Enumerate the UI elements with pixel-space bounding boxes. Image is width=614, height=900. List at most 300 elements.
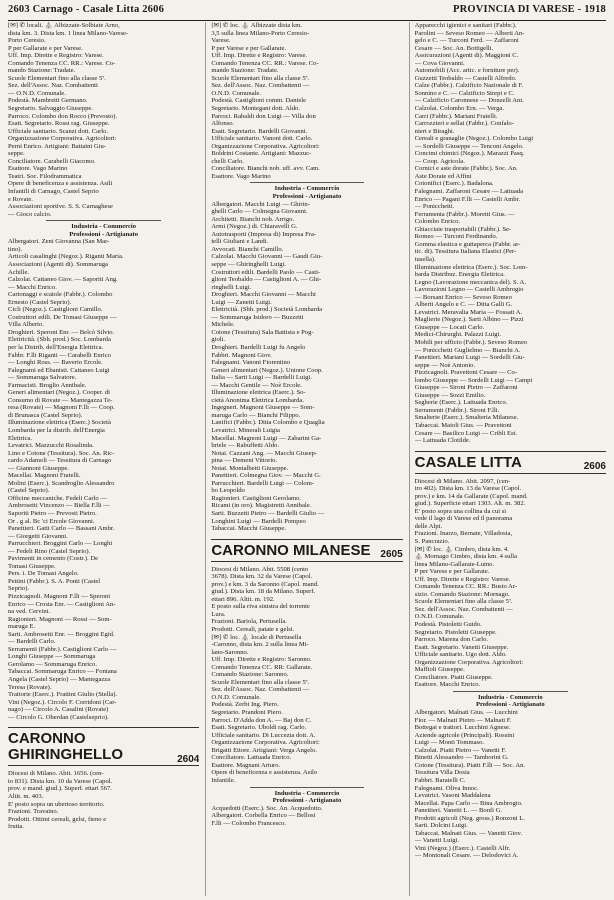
- text-line: Giuseppe — Locati Carlo.: [414, 323, 485, 331]
- text-line: Droghieri. Speroni Enr. — Belcò Silvio.: [8, 328, 115, 336]
- column-2: [205, 22, 402, 896]
- text-line: O.N.D. Comunale.: [211, 89, 261, 97]
- text-line: Diocesi di Milano. Abit. 2097, (cen-: [414, 477, 511, 485]
- text-line: Serramenti (Fabbr.). Castiglioni Carlo —: [8, 645, 117, 653]
- text-line: P per Gallarate e per Varese.: [8, 44, 83, 52]
- page-header: [8, 4, 606, 21]
- text-line: Avvocati. Bianchi Camillo.: [211, 245, 284, 253]
- text-line: 3678). Dista km. 32 da Varese (Capol.: [211, 573, 313, 581]
- text-line: Carrozzieri e sellai (Fabbr.). Confalo-: [414, 120, 514, 128]
- text-line: Elettrica.: [8, 434, 32, 442]
- text-line: Parolini — Seveso Romeo — Alberti An-: [414, 29, 525, 37]
- text-line: Carri (Fabbr.). Mariani Fratelli.: [414, 112, 498, 120]
- text-line: Infantile.: [211, 776, 236, 784]
- text-line: [✉] ✆ loc. ⛪ Albizzate dista km.: [211, 22, 302, 29]
- text-line: Falegnami ed Ebanisti. Cattaneo Luigi: [8, 366, 110, 374]
- text-line: — Lattuada Clotilde.: [414, 437, 471, 445]
- text-line: Organizzazione Corporativa. Agricoltori:: [211, 142, 320, 150]
- text-line: Teatri. Soc. Filodrammatica: [8, 172, 82, 180]
- text-line: E' posto sopra un ubertoso territorio.: [8, 800, 105, 808]
- text-line: Apparecchi igienici e sanitari (Fabbr.).: [414, 22, 517, 29]
- text-line: Conciliatore. Carabelli Giacomo.: [8, 157, 96, 165]
- text-line: Fabbr. F.lli Riganti — Carabelli Enrico: [8, 351, 111, 359]
- text-line: Panettieri. Colmegna Giov. — Macchi G.: [211, 472, 321, 480]
- text-line: briele — Rabuffetti Aldo.: [211, 442, 279, 450]
- text-line: pina — Demeni Vittorio.: [211, 457, 278, 465]
- text-line: Villa Alberto.: [8, 321, 44, 329]
- text-line: Legno (Lavorazione meccanica del). S. A.: [414, 278, 526, 286]
- text-line: Macellai. Magnoni Luigi — Zabarini Ga-: [211, 434, 322, 442]
- columns: [8, 22, 606, 896]
- text-line: Ufficiale sanitario. Ugo dott. Aldo.: [414, 651, 507, 659]
- text-line: E' posto sopra una collina da cui si: [414, 507, 507, 515]
- text-line: Falegnami. Vanoni Fiorentino: [211, 359, 291, 367]
- text-line: Scuole Elementari fino alla classe 5ª.: [8, 74, 106, 82]
- text-line: Alberti Angelo e C. — Ditta Galli G.: [414, 301, 513, 309]
- text-line: Albergatori. Zeni Giovanna (San Mar-: [8, 238, 110, 246]
- text-line: tro 402). Dista km. 13 da Varese (Capol.: [414, 485, 522, 493]
- text-line: Podestà. Pistoletti Guido.: [414, 621, 482, 629]
- text-line: Trattorie (Eserc.). Frattini Giulio (Stella).: [8, 691, 118, 699]
- text-line: Luigi — Zanetti Luigi.: [211, 298, 272, 306]
- text-line: Gerolamo — Sommaruga Enrico.: [8, 660, 97, 668]
- text-line: Prodotti. Cereali, patate e gelsi.: [211, 626, 295, 634]
- text-line: Parroco. Colombo don Rocco (Prevosto).: [8, 112, 118, 120]
- text-line: Calzolai. Macchi Giovanni — Gaudi Giu-: [211, 253, 323, 261]
- text-line: Guzzetti Teobaldo — Castelli Alfredo.: [414, 74, 517, 82]
- text-line: — Borsani Enrico — Seveso Romeo: [414, 293, 512, 301]
- commune-number: 2605: [380, 549, 403, 561]
- text-line: Michele.: [211, 321, 235, 329]
- text-line: dista km. 3. Dista km. 1 linea Milano-Varese-: [8, 29, 129, 37]
- text-line: Tabaccai. Maioli Gius. — Pravettoni: [414, 421, 512, 429]
- text-line: Sez. dell'Assoc. Naz. Combattenti: [8, 82, 98, 90]
- text-line: Parroci. D'Adda don A. — Baj don C.: [211, 716, 312, 724]
- text-line: vede il lago di Varese ed il panorama: [414, 515, 513, 523]
- text-line: Prodotti. Ottimi cereali, gelsi, fieno e: [8, 815, 107, 823]
- text-line: Ingegneri. Magnoni Giuseppe — Som-: [211, 404, 315, 412]
- text-line: Opere di beneficenza e assistenza. Asili: [8, 180, 113, 188]
- text-line: Esatt. Segretario. Uboldi rag. Carlo.: [211, 724, 307, 732]
- text-line: Industria - Commercio: [71, 223, 137, 231]
- text-line: Prodotti agricoli (Neg. gross.) Ronzoni L.: [414, 814, 525, 822]
- text-line: Albergatori. Macchi Luigi — Ghirin-: [211, 200, 310, 208]
- text-line: Uff. Imp. Dirette e Registro: Varese.: [8, 52, 104, 60]
- text-line: Scuole Elementari fino alla classe 5ª.: [211, 74, 310, 82]
- text-line: — Calzificio Caronnese — Donzelli Ant.: [414, 97, 524, 105]
- text-line: Longhi Giuseppe — Sommaruga: [8, 653, 96, 661]
- text-line: Tabaccai. Macchi Giuseppe.: [211, 525, 286, 533]
- text-line: Giuseppe — Sozzi Emilio.: [414, 391, 486, 399]
- text-line: Podestà. Zerbi Ing. Piero.: [211, 701, 279, 709]
- text-line: -Caronno, dista km. 2 sulla linea Mi-: [211, 641, 309, 649]
- text-line: prov.) e km. 3 da Saronno (Capol. mand.: [211, 580, 319, 588]
- text-line: Cartonaggi e scatole (Fabbr.). Colombo: [8, 291, 113, 299]
- text-line: Tabaccai. Sommaruga Enrico — Fontana: [8, 668, 117, 676]
- text-line: resa (Rovate) — Magnoni F.lli — Coop.: [8, 404, 115, 412]
- text-line: Porto Ceresio.: [8, 37, 46, 45]
- divider: [46, 220, 161, 221]
- text-line: Sez. dell'Assoc. Naz. Combattenti —: [211, 82, 310, 90]
- text-line: Cicli (Negoz.). Castiglioni Camillo.: [8, 306, 103, 314]
- text-line: mando Stazione: Tradate.: [211, 67, 279, 75]
- text-line: Conciliatore. Piatti Giuseppe.: [414, 673, 493, 681]
- text-line: Vini (Negoz.). Circolo F. Corridoni (Car-: [8, 698, 117, 706]
- text-line: Levatrici. Minerali Luigia: [211, 426, 280, 434]
- text-line: Droghieri. Macchi Giovanni — Macchi: [211, 291, 316, 299]
- divider: [250, 182, 365, 183]
- text-line: ⛪ Mornago Cimbro, dista km. 4 sulla: [414, 553, 518, 561]
- text-line: Brigatti Ettore. Artigiani: Verga Angelo.: [211, 746, 317, 754]
- text-line: cietà Anonima Elettrica Lombarda.: [211, 396, 304, 404]
- text-line: Parroco. Marena don Carlo.: [414, 636, 489, 644]
- text-line: Ferramenta (Fabbr.). Moretti Gius. —: [414, 210, 515, 218]
- text-line: Calzolai. Piatti Pietro — Vanetti F.: [414, 746, 507, 754]
- text-line: Panettieri. Mariani Luigi — Sordelli Giu-: [414, 354, 525, 362]
- text-line: Levatrici. Vasoni Maddalena: [414, 792, 491, 800]
- text-line: tic. di). Tessitura Italiana Elastici (Per-: [414, 248, 517, 256]
- text-line: — Ponicchetti.: [414, 203, 455, 211]
- text-line: lano-Saronno.: [211, 648, 249, 656]
- text-line: Teresa (Rovate).: [8, 683, 52, 691]
- text-line: Boldrini Costante. Artigiani: Mazzuc-: [211, 150, 312, 158]
- text-line: 3,5 sulla linea Milano-Porto Ceresio-: [211, 29, 310, 37]
- text-line: Uff. Imp. Dirette e Registro: Varese.: [414, 575, 511, 583]
- text-line: maruga Carlo — Bianchi Filippo.: [211, 411, 301, 419]
- text-line: lombo Giuseppe — Sordelli Luigi — Campi: [414, 376, 533, 384]
- text-line: Panettieri. Vanetti L. — Bonfi G.: [414, 807, 503, 815]
- text-line: Tessitura Villa Dosia: [414, 769, 470, 777]
- text-line: Ragionieri. Magnoni — Rossi — Som-: [8, 615, 112, 623]
- text-line: Costruttori edili. Bardelli Paolo — Casti-: [211, 268, 321, 276]
- text-line: Lino e Cotone (Tessitura). Soc. An. Ric-: [8, 449, 115, 457]
- text-line: di Brunasca (Castel Seprio).: [8, 411, 83, 419]
- text-line: Professioni - Artigianato: [69, 230, 139, 238]
- text-line: Mobili per ufficio (Fabbr.). Seveso Romeo: [414, 338, 528, 346]
- text-line: Concimi chimici (Negoz.). Marazzi Pasq.: [414, 150, 525, 158]
- text-line: Pettini (Fabbr.). S. A. Ponti (Castel: [8, 577, 101, 585]
- text-line: Gomma elastica e guttaperca (Fabbr. ar-: [414, 240, 521, 248]
- text-line: Fabbri. Baratelli C.: [414, 776, 466, 784]
- text-line: Esattore. Magnani Arturo.: [211, 761, 281, 769]
- text-line: Conciliatore. Lattuada Enrico.: [211, 754, 292, 762]
- text-line: Pizzicagnoli. Magnoni F.lli — Speroni: [8, 593, 111, 601]
- text-line: — Giorgetti Giovanni.: [8, 532, 68, 540]
- column-3: [409, 22, 606, 896]
- text-line: Professioni - Artigianato: [272, 193, 342, 201]
- text-line: Sez. dell'Assoc. Naz. Combattenti —: [414, 605, 513, 613]
- text-line: Longhini Luigi — Bardelli Pompeo: [211, 517, 306, 525]
- text-line: Maffioli Giuseppe.: [414, 666, 465, 674]
- text-line: Ricami (in oro). Magistretti Annibale.: [211, 502, 312, 510]
- text-line: Smalterie (Eserc.). Smalteria Milanese.: [414, 414, 519, 422]
- text-line: Falegnami. Oliva Innoc.: [414, 784, 479, 792]
- text-line: — Bardelli Carlo.: [8, 638, 56, 646]
- divider: [250, 787, 365, 788]
- text-line: Professioni - Artigianato: [272, 797, 342, 805]
- text-line: Podestà. Castiglioni comm. Daniele: [211, 97, 307, 105]
- text-line: gioli.: [211, 336, 226, 344]
- text-line: Comando Tenenza CC. RR.: Busto Ar-: [414, 583, 518, 591]
- text-line: Officine meccaniche. Fedeli Carlo —: [8, 494, 107, 502]
- text-line: seppe — Ghiringhelli Luigi.: [211, 260, 287, 268]
- text-line: Or . g al. Bc 'ci Ercole Giovanni.: [8, 517, 95, 525]
- text-line: Segretario. Prandoni Piero.: [211, 709, 283, 717]
- text-line: Esatt. Segretario. Bardelli Giovanni.: [211, 127, 308, 135]
- text-line: Macellai. Magnoni Fratelli.: [8, 472, 81, 480]
- text-line: Fabbri. Magnoni Giov.: [211, 351, 272, 359]
- text-line: gelo e C. — Turconi Ferd. — Zaffaroni: [414, 37, 519, 45]
- text-line: Tomasi Giuseppe.: [8, 562, 56, 570]
- text-line: Albergatori. Corbella Enrico — Bellosi: [211, 812, 316, 820]
- text-line: Scuole Elementari fino alla classe 5ª.: [211, 678, 310, 686]
- text-line: — Ponicchetti Guglielmo — Bianchi A.: [414, 346, 521, 354]
- text-line: prov.) e km. 14 da Gallarate (Capol. mand.: [414, 492, 528, 500]
- text-line: Automobili (Acc. artic. e forniture per).: [414, 67, 520, 75]
- text-line: Organizzazione Corporativa. Agricoltori:: [414, 658, 524, 666]
- text-line: cardo Adamoli — Tessitura di Carnago: [8, 457, 112, 465]
- text-line: — Sommaruga Isidoro — Buzzetti: [211, 313, 304, 321]
- text-line: Alfonso.: [211, 120, 235, 128]
- text-line: P per Varese e per Gallarate.: [211, 44, 287, 52]
- commune-name: CASALE LITTA: [414, 453, 522, 471]
- commune-name: CARONNO MILANESE: [211, 541, 371, 559]
- text-line: Parroci. Rabaldi don Luigi — Villa don: [211, 112, 316, 120]
- text-line: Cereali e granaglie (Negoz.). Colombo Luigi: [414, 135, 534, 143]
- text-line: e Rovate.: [8, 195, 33, 203]
- text-line: Romeo — Turconi Ferdinando.: [414, 233, 498, 241]
- text-line: — Sommaruga Salvatore.: [8, 374, 77, 382]
- text-line: Ghiacciaie trasportabili (Fabbr.). Se-: [414, 225, 512, 233]
- text-line: Professioni - Artigianato: [475, 701, 545, 709]
- text-line: Serramenti (Fabbr.). Sironi F.lli.: [414, 406, 500, 414]
- text-line: Sarti. Dolcini Luigi.: [414, 822, 468, 830]
- text-line: linea Milano-Gallarate-Luino.: [414, 560, 495, 568]
- text-line: barda Distribuz. Energia Elettrica.: [414, 271, 505, 279]
- text-line: Enrico — Pagani F.lli — Castelli Ambr.: [414, 195, 520, 203]
- text-line: Elettricità. (Sbh. prod.) Soc. Lombarda: [8, 336, 111, 344]
- text-line: Lombarda per la distrib. dell'Energia: [8, 426, 105, 434]
- text-line: S. Pancrazio.: [414, 538, 450, 545]
- divider: [453, 691, 568, 692]
- text-line: Tabaccai. Malnati Gius. — Vanetti Giov.: [414, 829, 523, 837]
- text-line: Lura.: [211, 610, 226, 618]
- text-line: Sez. dell'Assoc. Naz. Combattenti —: [211, 686, 310, 694]
- text-line: Aste Dorate ed Affini: [414, 172, 472, 180]
- text-line: [✉] ✆ locali. ⛪ Albizzate-Solbiate Arno,: [8, 22, 120, 29]
- text-line: Cesare — Soc. An. Bottigelli.: [414, 44, 494, 52]
- text-line: Conciliatore. Bianchi nob. uff. avv. Cam.: [211, 165, 320, 173]
- text-line: Levatrici. Meravalia Maria — Fossati A.: [414, 308, 523, 316]
- text-line: [✉] ✆ loc. ⛪ Cimbro, dista km. 4.: [414, 545, 509, 553]
- text-line: O.N.D. Comunale.: [211, 693, 261, 701]
- text-line: Italia — Sarti Luigi — Bardelli Luigi.: [211, 374, 312, 382]
- text-line: giud.). Dista km. 18 da Milano. Superf.: [211, 588, 316, 596]
- text-line: prov. e mand. giud.). Superf. ettari 567.: [8, 785, 112, 793]
- text-line: Opere di beneficenza e assistenza. Asilo: [211, 769, 318, 777]
- text-line: per la Distrib. dell'Energia Elettrica.: [8, 343, 104, 351]
- text-line: — Cova Giovanni.: [414, 59, 465, 67]
- text-line: Calzolai. Colombo Ern. — Verga.: [414, 105, 504, 113]
- text-line: Lanifici (Fabbr.). Ditta Colombo e Quaglia: [211, 419, 325, 427]
- text-line: Cesare — Basilico Luigi — Cribli Est.: [414, 429, 518, 437]
- text-line: Articoli casalinghi (Negoz.). Riganti Maria.: [8, 253, 124, 261]
- text-line: maruga E.: [8, 623, 36, 631]
- text-line: Elettricità. (Sbh. prod.) Società Lombarda: [211, 306, 323, 314]
- text-line: Scuole Elementari fino alla classe 5ª.: [414, 598, 513, 606]
- text-line: F.lli — Colombo Francesco.: [211, 819, 287, 827]
- text-line: Industria - Commercio: [477, 693, 543, 701]
- text-line: — Fedeli Rino (Castel Seprio).: [8, 547, 91, 555]
- text-line: Pizzicagnoli. Pravettoni Cesare — Co-: [414, 369, 518, 377]
- text-line: Droghieri. Bardelli Luigi fu Angelo: [211, 343, 306, 351]
- text-line: Macellai. Papa Carlo — Bina Ambrogio.: [414, 799, 523, 807]
- text-line: Parrucchieri. Bardelli Luigi — Colom-: [211, 479, 315, 487]
- text-line: mando Stazione: Tradate.: [8, 67, 76, 75]
- text-line: delle Alpi.: [414, 522, 443, 530]
- text-line: Vini (Negoz.) (Eserc.). Castelli Alfr.: [414, 844, 511, 852]
- text-line: Organizzazione Corporativa. Agricoltori:: [8, 135, 117, 143]
- text-line: Ambrosetti Vincenzo — Biella F.lli —: [8, 502, 110, 510]
- text-line: Illuminazione elettrica (Eserc.). Soc. Lom-: [414, 263, 528, 271]
- text-line: — Macchi Enrico.: [8, 283, 57, 291]
- text-line: Assicurazioni (Agenti di). Maggioni C.: [414, 52, 519, 60]
- text-line: nieri e Biraghi.: [414, 127, 455, 135]
- text-line: — O.N.D. Comunale.: [8, 89, 66, 97]
- text-line: Cotonifici (Eserc.). Badalona.: [414, 180, 494, 188]
- text-line: — Longhi Ross. — Baverio Ercole.: [8, 359, 103, 367]
- commune-name: CARONNO GHIRINGHELLO: [8, 730, 123, 764]
- text-line: Consumo di Rovate — Mantegazza Te-: [8, 396, 113, 404]
- text-line: Comando Tenenza CC. RR: Gallarate.: [211, 663, 313, 671]
- text-line: E posto sulla riva sinistra del torrente: [211, 603, 310, 611]
- text-line: Seprio).: [8, 585, 30, 593]
- text-line: Calzolai. Cattaneo Giov. — Saporiti Ang.: [8, 276, 118, 284]
- commune-title: [415, 451, 606, 474]
- text-line: [✉] ✆ loc. ⛪ locale di Pertusella: [211, 633, 302, 641]
- text-line: Acquedotti (Eserc.). Soc. An. Acquedotto.: [211, 804, 323, 812]
- text-line: Molini (Eserc.). Scandroglio Alessandro: [8, 479, 115, 487]
- text-line: Ernesto (Castel Seprio).: [8, 298, 72, 306]
- text-line: Panettieri. Gatti Carlo — Bassani Ambr.: [8, 525, 115, 533]
- text-line: Infantili di Carnago, Castel Seprio: [8, 188, 99, 196]
- text-line: Bottegai e trattori. Lucchini Agnese.: [414, 724, 511, 732]
- text-line: Saporiti Pietro — Prevosti Pietro.: [8, 510, 97, 517]
- text-line: Ragionieri. Castiglioni Gerolamo.: [211, 494, 302, 502]
- text-line: Segretario. Montegani dott. Aldo.: [211, 105, 300, 113]
- text-line: Uff. Imp. Dirette e Registro: Varese.: [211, 52, 308, 60]
- text-line: Ufficiale sanitario. Di Luccezia dott. A.: [211, 731, 316, 739]
- text-line: Aziende agricole (Principali). Rossini: [414, 731, 515, 739]
- text-line: Associazioni sportive. S. S. Carnaghese: [8, 203, 113, 211]
- text-line: Esatt. Segretario. Vanetti Giuseppe.: [414, 643, 509, 651]
- text-line: Segretario. Pistoletti Giuseppe.: [414, 628, 497, 636]
- text-line: Autotrasporti (Impresa di) Impresa Fra-: [211, 230, 317, 238]
- text-line: seppe.: [8, 150, 25, 158]
- text-line: Notai. Montalbetti Giuseppe.: [211, 464, 289, 472]
- header-right: PROVINCIA DI VARESE - 1918: [452, 4, 606, 15]
- text-line: ringhelli Luigi.: [211, 283, 252, 291]
- text-line: Armi (Negoz.) di. Chiaravelli G.: [211, 223, 298, 231]
- text-line: Cotone (Tessitura) Sala Battista e Pog-: [211, 328, 314, 336]
- text-line: — Montonali Cesare. — Delodovici A.: [414, 852, 519, 860]
- text-line: Esatt. Segretario. Rossi rag. Giuseppe.: [8, 120, 110, 128]
- text-line: Sarti. Ambrosetti Enr. — Broggini Egid.: [8, 630, 115, 638]
- text-line: frutta.: [8, 823, 24, 831]
- text-line: O.N.D. Comunale.: [414, 613, 465, 621]
- text-line: Illuminazione elettrica (Eserc.). So-: [211, 389, 306, 397]
- text-line: (Castel Seprio).: [8, 487, 50, 495]
- text-line: Fior. — Malnati Pietro — Malnati F.: [414, 716, 512, 724]
- text-line: Segherie (Eserc.). Lattuada Enrico.: [414, 399, 508, 407]
- text-line: Falegnami. Zaffaroni Cesare — Lattuada: [414, 188, 524, 196]
- text-line: Industria - Commercio: [274, 789, 340, 797]
- text-line: Sonnino e C. — Calzificio Strepi e C.: [414, 89, 515, 97]
- commune-number: 2604: [177, 753, 200, 765]
- text-line: sizio. Comando Stazione: Mornago.: [414, 590, 510, 598]
- text-line: — Macchi Gentile — Noè Ercole.: [211, 381, 302, 389]
- text-line: seppe — Noè Antonio.: [414, 361, 476, 369]
- text-line: — Coop. Agricola.: [414, 157, 465, 165]
- text-line: Generi alimentari (Negoz.). Cooper. di: [8, 389, 110, 397]
- text-line: Comando Tenenza CC. RR.: Varese. Co-: [8, 59, 116, 67]
- text-line: Giuseppe — Sironi Pietro — Zaffaroni: [414, 384, 518, 392]
- text-line: Lavorazioni Legno — Castelli Ambrogio: [414, 286, 524, 294]
- text-line: Industria - Commercio: [274, 185, 340, 193]
- commune-number: 2606: [583, 461, 606, 473]
- text-line: — Sordelli Giuseppe — Tenconi Angelo.: [414, 142, 524, 150]
- text-line: Costruttori edili. De Tomasi Giuseppe —: [8, 313, 117, 321]
- text-line: P per Varese e per Gallarate.: [414, 568, 490, 576]
- commune-title: [8, 727, 199, 766]
- text-line: — Gioco calcio.: [8, 210, 52, 218]
- text-line: Associazioni (Agenti di). Sommaruga: [8, 260, 108, 268]
- text-line: Sarti. Buzzetti Pietro — Bardelli Giulio —: [211, 510, 325, 517]
- text-line: Enrico — Crosta Enr. — Castiglioni An-: [8, 600, 116, 608]
- text-line: Uff. Imp. Dirette e Registro: Saronno.: [211, 656, 312, 664]
- text-line: Varese.: [211, 37, 231, 45]
- text-line: Calze (Fabbr.). Calzificio Nazionale di F.: [414, 82, 524, 90]
- text-line: Luigi — Monti Tommaso.: [414, 739, 485, 747]
- text-line: Comando Tenenza CC. RR.: Varese. Co-: [211, 59, 319, 67]
- text-line: Ufficiale sanitario. Scanzi dott. Carlo.: [8, 127, 109, 135]
- text-line: tusella).: [414, 255, 436, 263]
- text-line: — Giannoni Giuseppe.: [8, 464, 69, 472]
- text-line: ghelli Carlo — Colmegna Giovanni.: [211, 208, 308, 216]
- text-line: Generi alimentari (Negoz.). Unione Coop.: [211, 366, 323, 374]
- text-line: Pers. i. De Tomasi Angelo.: [8, 570, 79, 578]
- text-line: Cornici e aste dorate (Fabbr.). Soc. An.: [414, 165, 518, 173]
- text-line: Parrucchieri. Broggini Carlo — Longhi: [8, 540, 113, 548]
- text-line: Levatrici. Mazzucchi Rosalinda.: [8, 442, 94, 450]
- text-line: giud.). Superficie ettari 1303. Alt. m. 382.: [414, 500, 526, 508]
- text-line: bo Leopoldo: [211, 487, 245, 495]
- text-line: Pavimenti in cemento (Costr.). De: [8, 555, 99, 563]
- text-line: Podestà. Mambretti Germano.: [8, 97, 88, 105]
- text-line: Maglierie (Negoz.). Sarti Albino — Pizzi: [414, 316, 524, 324]
- text-line: Esattore. Vago Marino: [8, 165, 68, 173]
- text-line: Colombo Enrico.: [414, 218, 461, 226]
- text-line: Esattore. Macchi Enrico.: [414, 681, 481, 689]
- text-line: Notai. Cazzani Ang. — Macchi Giusep-: [211, 449, 317, 457]
- text-line: Cotone (Tessitura). Piatti F.lli — Soc. An.: [414, 761, 526, 769]
- text-line: telli Giuliani e Landi.: [211, 238, 269, 246]
- text-line: na ved. Cervini.: [8, 608, 51, 616]
- text-line: Farmacisti. Broglio Annibale.: [8, 381, 87, 389]
- commune-title: [211, 539, 402, 562]
- text-line: — Circolo G. Oberdan (Castelseprio).: [8, 713, 109, 721]
- text-line: tino).: [8, 245, 23, 253]
